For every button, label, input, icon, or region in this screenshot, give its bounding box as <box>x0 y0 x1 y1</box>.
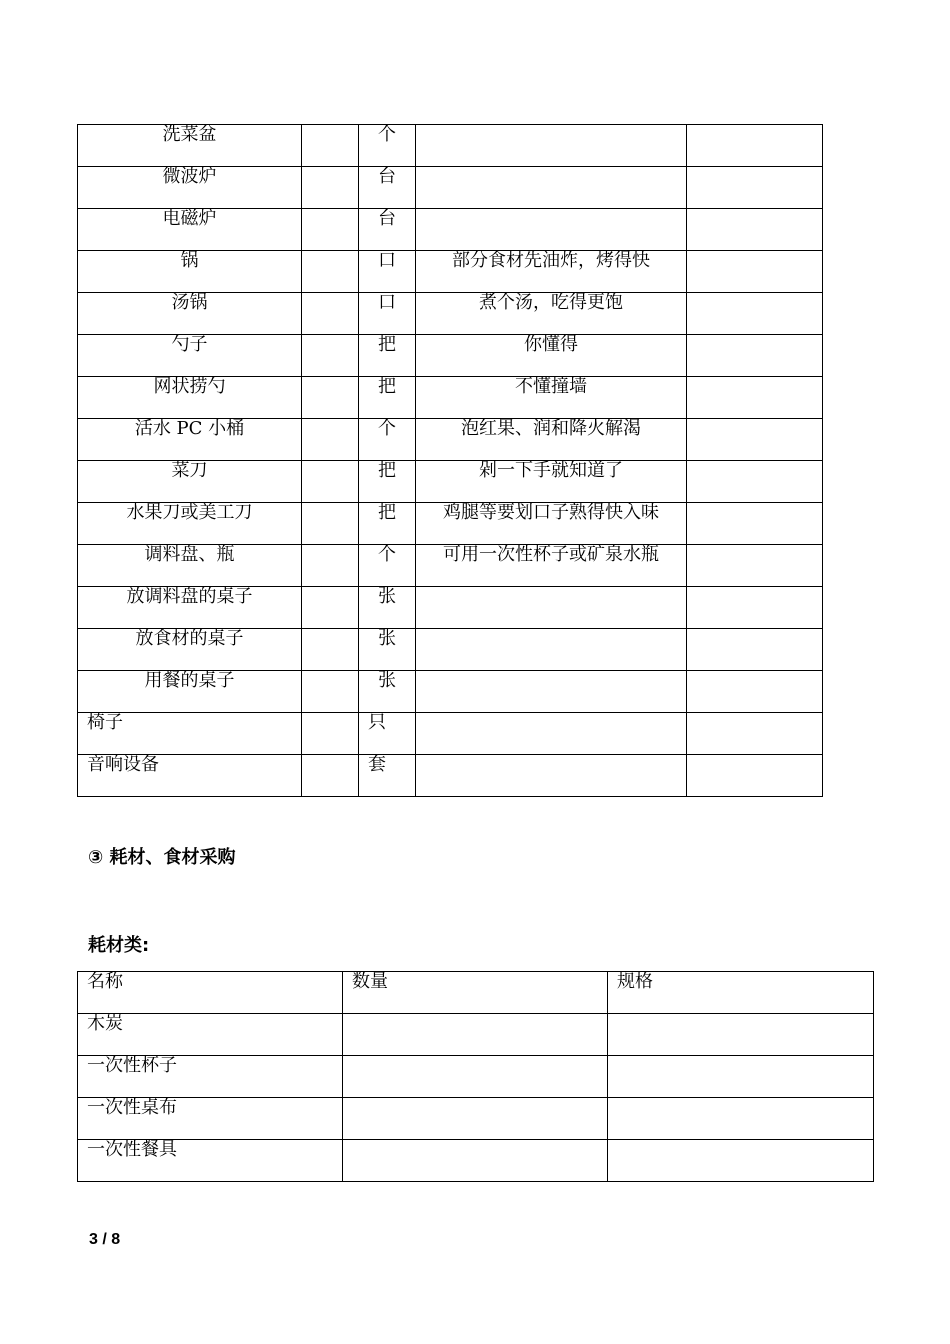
cell-note-text: 煮个汤，吃得更饱 <box>479 292 623 313</box>
cell-name-text: 锅 <box>180 250 199 271</box>
cell-qty-text <box>302 293 358 294</box>
cell-name-text: 调料盘、瓶 <box>144 544 235 565</box>
cell-unit-text: 张 <box>378 670 396 691</box>
cell-extra-text <box>687 713 822 714</box>
section-heading: ③ 耗材、食材采购 <box>88 847 236 868</box>
cell-text <box>617 1056 873 1057</box>
cell-unit <box>359 671 416 713</box>
cell-text <box>352 1056 607 1057</box>
equipment-table <box>77 124 823 797</box>
cell-qty-text <box>302 251 358 252</box>
cell-qty <box>302 125 359 167</box>
cell-qty <box>302 419 359 461</box>
cell-unit-text: 张 <box>378 586 396 607</box>
cell-text <box>617 1014 873 1015</box>
cell-col-0 <box>78 1140 343 1182</box>
cell-unit-text: 个 <box>378 544 396 565</box>
cell-extra <box>687 419 823 461</box>
table-row <box>78 545 823 587</box>
consumables-table <box>77 971 874 1182</box>
table-row <box>78 419 823 461</box>
cell-name-text: 勺子 <box>171 334 208 355</box>
cell-extra <box>687 629 823 671</box>
cell-unit <box>359 335 416 377</box>
cell-note <box>416 209 687 251</box>
cell-unit-text: 张 <box>378 628 396 649</box>
table-row <box>78 671 823 713</box>
table-row <box>78 1140 874 1182</box>
cell-unit-text: 个 <box>378 418 396 439</box>
cell-extra-text <box>687 293 822 294</box>
cell-qty <box>302 671 359 713</box>
cell-qty-text <box>302 335 358 336</box>
cell-extra-text <box>687 755 822 756</box>
cell-note-text <box>416 209 686 210</box>
table-row <box>78 251 823 293</box>
cell-name <box>78 335 302 377</box>
cell-qty-text <box>302 209 358 210</box>
cell-unit-text: 个 <box>378 124 396 145</box>
cell-qty <box>302 251 359 293</box>
consumables-label: 耗材类: <box>88 935 150 956</box>
cell-col-0 <box>78 1056 343 1098</box>
header-cell-name <box>78 972 343 1014</box>
cell-name <box>78 755 302 797</box>
cell-qty <box>302 335 359 377</box>
cell-note-text: 你懂得 <box>524 334 578 355</box>
cell-qty-text <box>302 545 358 546</box>
cell-note-text <box>416 587 686 588</box>
cell-qty <box>302 587 359 629</box>
cell-unit <box>359 545 416 587</box>
table-row <box>78 1056 874 1098</box>
cell-unit <box>359 713 416 755</box>
cell-extra-text <box>687 419 822 420</box>
cell-note-text: 剁一下手就知道了 <box>479 460 623 481</box>
cell-unit <box>359 755 416 797</box>
cell-note <box>416 629 687 671</box>
cell-col-1 <box>343 1056 608 1098</box>
cell-name <box>78 377 302 419</box>
table-row <box>78 125 823 167</box>
cell-name-text: 放食材的桌子 <box>135 628 244 649</box>
cell-name-text: 椅子 <box>87 712 123 733</box>
cell-note-text: 不懂撞墙 <box>515 376 587 397</box>
cell-qty <box>302 629 359 671</box>
cell-note-text: 泡红果、润和降火解渴 <box>461 418 641 439</box>
cell-name-text: 水果刀或美工刀 <box>126 502 253 523</box>
cell-qty <box>302 755 359 797</box>
cell-note <box>416 167 687 209</box>
cell-note <box>416 419 687 461</box>
cell-name <box>78 293 302 335</box>
cell-extra <box>687 335 823 377</box>
table-row <box>78 209 823 251</box>
cell-note <box>416 503 687 545</box>
cell-text: 一次性桌布 <box>87 1097 177 1118</box>
cell-note <box>416 461 687 503</box>
cell-extra <box>687 167 823 209</box>
cell-name <box>78 167 302 209</box>
cell-col-2 <box>608 1098 874 1140</box>
cell-extra-text <box>687 209 822 210</box>
header-qty-text: 数量 <box>352 971 388 992</box>
cell-text <box>352 1140 607 1141</box>
cell-note <box>416 713 687 755</box>
cell-note <box>416 251 687 293</box>
table-row <box>78 335 823 377</box>
cell-note-text: 部分食材先油炸，烤得快 <box>452 250 650 271</box>
cell-name <box>78 251 302 293</box>
table-row <box>78 1014 874 1056</box>
cell-name <box>78 419 302 461</box>
cell-unit-text: 只 <box>368 712 386 733</box>
cell-name-text: 汤锅 <box>171 292 208 313</box>
cell-qty <box>302 713 359 755</box>
header-name-text: 名称 <box>87 971 123 992</box>
cell-note-text <box>416 167 686 168</box>
cell-unit <box>359 377 416 419</box>
cell-extra-text <box>687 167 822 168</box>
cell-name-text: 放调料盘的桌子 <box>126 586 253 607</box>
consumables-table-body <box>78 972 874 1182</box>
cell-qty <box>302 545 359 587</box>
table-row <box>78 629 823 671</box>
cell-unit-text: 把 <box>378 460 396 481</box>
cell-qty-text <box>302 125 358 126</box>
cell-unit-text: 套 <box>368 754 386 775</box>
cell-qty <box>302 461 359 503</box>
cell-name-text: 电磁炉 <box>162 208 217 229</box>
cell-extra-text <box>687 629 822 630</box>
cell-qty-text <box>302 587 358 588</box>
cell-text: 一次性餐具 <box>87 1139 177 1160</box>
cell-name <box>78 587 302 629</box>
cell-unit <box>359 629 416 671</box>
cell-qty-text <box>302 713 358 714</box>
table-row <box>78 377 823 419</box>
cell-name <box>78 713 302 755</box>
cell-col-1 <box>343 1014 608 1056</box>
cell-qty <box>302 377 359 419</box>
cell-col-2 <box>608 1140 874 1182</box>
cell-extra <box>687 251 823 293</box>
cell-unit-text: 口 <box>378 250 396 271</box>
cell-col-2 <box>608 1056 874 1098</box>
cell-note-text: 可用一次性杯子或矿泉水瓶 <box>443 544 659 565</box>
cell-name <box>78 125 302 167</box>
cell-unit <box>359 251 416 293</box>
cell-name-text: 音响设备 <box>87 754 159 775</box>
cell-extra-text <box>687 671 822 672</box>
cell-qty <box>302 503 359 545</box>
cell-extra <box>687 713 823 755</box>
cell-text: 木炭 <box>87 1013 123 1034</box>
cell-name <box>78 629 302 671</box>
cell-unit <box>359 587 416 629</box>
cell-extra <box>687 587 823 629</box>
cell-qty-text <box>302 167 358 168</box>
cell-qty-text <box>302 461 358 462</box>
cell-unit-text: 把 <box>378 502 396 523</box>
cell-note <box>416 293 687 335</box>
cell-name-text: 网状捞勺 <box>153 376 226 397</box>
cell-col-1 <box>343 1140 608 1182</box>
page-number: 3 / 8 <box>89 1231 121 1248</box>
cell-col-0 <box>78 1098 343 1140</box>
cell-unit <box>359 293 416 335</box>
cell-note-text: 鸡腿等要划口子熟得快入味 <box>443 502 659 523</box>
cell-col-1 <box>343 1098 608 1140</box>
cell-name <box>78 671 302 713</box>
cell-unit-text: 口 <box>378 292 396 313</box>
table-row <box>78 503 823 545</box>
cell-extra-text <box>687 545 822 546</box>
cell-col-2 <box>608 1014 874 1056</box>
cell-extra <box>687 461 823 503</box>
cell-extra <box>687 293 823 335</box>
cell-text <box>352 1098 607 1099</box>
consumables-header-row <box>78 972 874 1014</box>
cell-note-text <box>416 755 686 756</box>
cell-qty-text <box>302 755 358 756</box>
cell-unit-text: 把 <box>378 334 396 355</box>
cell-qty <box>302 293 359 335</box>
table-row <box>78 713 823 755</box>
cell-note-text <box>416 125 686 126</box>
cell-col-0 <box>78 1014 343 1056</box>
cell-name-text: 用餐的桌子 <box>144 670 235 691</box>
cell-note <box>416 125 687 167</box>
cell-unit <box>359 209 416 251</box>
cell-qty <box>302 167 359 209</box>
cell-unit <box>359 125 416 167</box>
cell-text <box>352 1014 607 1015</box>
cell-qty-text <box>302 629 358 630</box>
table-row <box>78 587 823 629</box>
cell-text <box>617 1140 873 1141</box>
cell-name-text: 活水 PC 小桶 <box>134 418 245 439</box>
table-row <box>78 293 823 335</box>
header-cell-spec <box>608 972 874 1014</box>
cell-note <box>416 335 687 377</box>
header-spec-text: 规格 <box>617 971 653 992</box>
cell-unit <box>359 461 416 503</box>
cell-name-text: 菜刀 <box>171 460 208 481</box>
cell-extra-text <box>687 377 822 378</box>
cell-note-text <box>416 713 686 714</box>
table-row <box>78 461 823 503</box>
cell-unit-text: 台 <box>378 166 396 187</box>
table-row <box>78 755 823 797</box>
cell-name <box>78 461 302 503</box>
cell-unit <box>359 419 416 461</box>
equipment-table-body <box>78 125 823 797</box>
cell-note <box>416 545 687 587</box>
cell-extra-text <box>687 503 822 504</box>
cell-unit-text: 把 <box>378 376 396 397</box>
cell-extra <box>687 503 823 545</box>
cell-name <box>78 545 302 587</box>
cell-unit <box>359 503 416 545</box>
cell-extra <box>687 377 823 419</box>
cell-name-text: 洗菜盆 <box>162 124 217 145</box>
cell-extra <box>687 125 823 167</box>
cell-extra-text <box>687 587 822 588</box>
cell-qty-text <box>302 503 358 504</box>
cell-name <box>78 503 302 545</box>
cell-extra <box>687 755 823 797</box>
cell-note-text <box>416 671 686 672</box>
cell-text: 一次性杯子 <box>87 1055 177 1076</box>
cell-note <box>416 755 687 797</box>
cell-extra <box>687 545 823 587</box>
cell-extra-text <box>687 461 822 462</box>
cell-text <box>617 1098 873 1099</box>
cell-qty-text <box>302 671 358 672</box>
cell-note <box>416 671 687 713</box>
cell-qty-text <box>302 419 358 420</box>
cell-extra <box>687 671 823 713</box>
cell-qty-text <box>302 377 358 378</box>
header-cell-qty <box>343 972 608 1014</box>
cell-extra-text <box>687 125 822 126</box>
cell-name-text: 微波炉 <box>162 166 217 187</box>
cell-extra <box>687 209 823 251</box>
cell-note-text <box>416 629 686 630</box>
table-row <box>78 167 823 209</box>
cell-note <box>416 377 687 419</box>
cell-note <box>416 587 687 629</box>
cell-unit-text: 台 <box>378 208 396 229</box>
cell-name <box>78 209 302 251</box>
cell-extra-text <box>687 251 822 252</box>
cell-extra-text <box>687 335 822 336</box>
cell-unit <box>359 167 416 209</box>
table-row <box>78 1098 874 1140</box>
cell-qty <box>302 209 359 251</box>
